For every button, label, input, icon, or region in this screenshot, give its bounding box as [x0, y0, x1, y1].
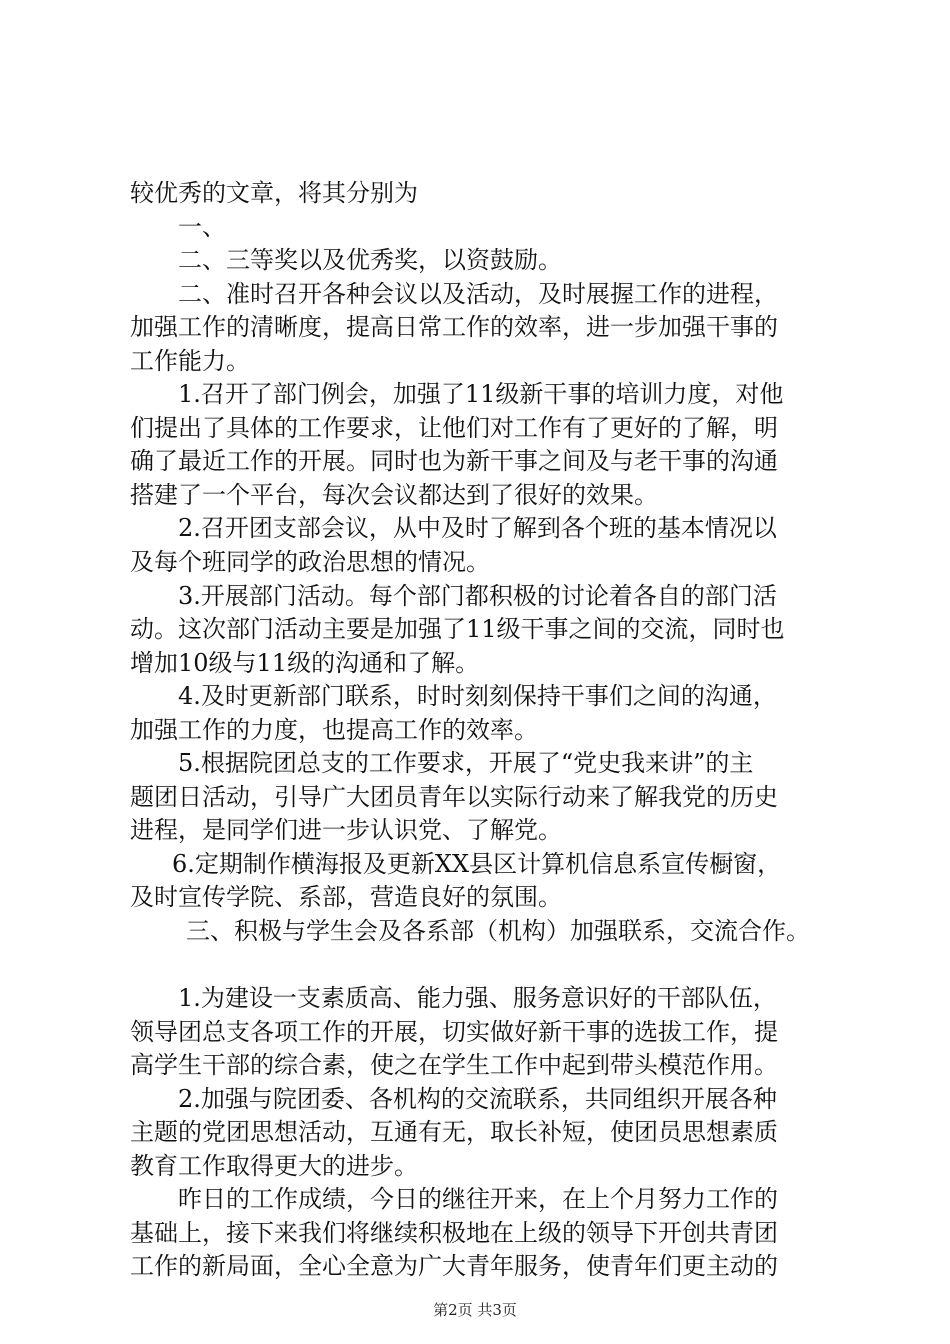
text-line-3: 二、三等奖以及优秀奖，以资鼓励。: [178, 246, 562, 274]
text-line-1: 较优秀的文章，将其分别为: [130, 179, 418, 207]
text-line-30: 昨日的工作成绩，今日的继往开来，在上个月努力工作的: [178, 1185, 778, 1213]
text-line-7: 1.召开了部门例会，加强了11级新干事的培训力度，对他: [178, 380, 784, 408]
text-line-2: 一、: [178, 213, 226, 241]
text-line-18: 5.根据院团总支的工作要求，开展了“党史我来讲”的主: [178, 749, 754, 777]
text-line-13: 3.开展部门活动。每个部门都积极的讨论着各自的部门活: [178, 582, 777, 610]
text-line-29: 教育工作取得更大的进步。: [130, 1152, 418, 1180]
text-line-4: 二、准时召开各种会议以及活动，及时展握工作的进程，: [178, 280, 778, 308]
text-line-27: 2.加强与院团委、各机构的交流联系，共同组织开展各种: [178, 1085, 777, 1113]
text-line-28: 主题的党团思想活动，互通有无，取长补短，使团员思想素质: [130, 1118, 778, 1146]
text-line-22: 及时宣传学院、系部，营造良好的氛围。: [130, 883, 562, 911]
text-line-6: 工作能力。: [130, 347, 250, 375]
text-line-24: 1.为建设一支素质高、能力强、服务意识好的干部队伍，: [178, 984, 777, 1012]
text-line-10: 搭建了一个平台，每次会议都达到了很好的效果。: [130, 481, 658, 509]
text-line-32: 工作的新局面，全心全意为广大青年服务，使青年们更主动的: [130, 1252, 778, 1280]
text-line-9: 确了最近工作的开展。同时也为新干事之间及与老干事的沟通: [130, 447, 778, 475]
text-line-20: 进程，是同学们进一步认识党、了解党。: [130, 816, 562, 844]
text-line-31: 基础上，接下来我们将继续积极地在上级的领导下开创共青团: [130, 1219, 778, 1247]
text-line-15: 增加10级与11级的沟通和了解。: [130, 649, 480, 677]
text-line-25: 领导团总支各项工作的开展，切实做好新干事的选拔工作，提: [130, 1018, 778, 1046]
text-line-12: 及每个班同学的政治思想的情况。: [130, 548, 490, 576]
text-line-16: 4.及时更新部门联系，时时刻刻保持干事们之间的沟通，: [178, 682, 777, 710]
text-line-5: 加强工作的清晰度，提高日常工作的效率，进一步加强干事的: [130, 313, 778, 341]
text-line-8: 们提出了具体的工作要求，让他们对工作有了更好的了解，明: [130, 414, 778, 442]
page-footer: 第2页 共3页: [433, 1301, 517, 1319]
text-line-17: 加强工作的力度，也提高工作的效率。: [130, 716, 538, 744]
text-line-21: 6.定期制作横海报及更新XX县区计算机信息系宣传橱窗，: [172, 850, 782, 878]
text-line-19: 题团日活动，引导广大团员青年以实际行动来了解我党的历史: [130, 783, 778, 811]
text-line-11: 2.召开团支部会议，从中及时了解到各个班的基本情况以: [178, 514, 777, 542]
text-line-26: 高学生干部的综合素，使之在学生工作中起到带头模范作用。: [130, 1051, 778, 1079]
text-line-23: 三、积极与学生会及各系部（机构）加强联系，交流合作。: [186, 917, 810, 945]
text-line-14: 动。这次部门活动主要是加强了11级干事之间的交流，同时也: [130, 615, 785, 643]
